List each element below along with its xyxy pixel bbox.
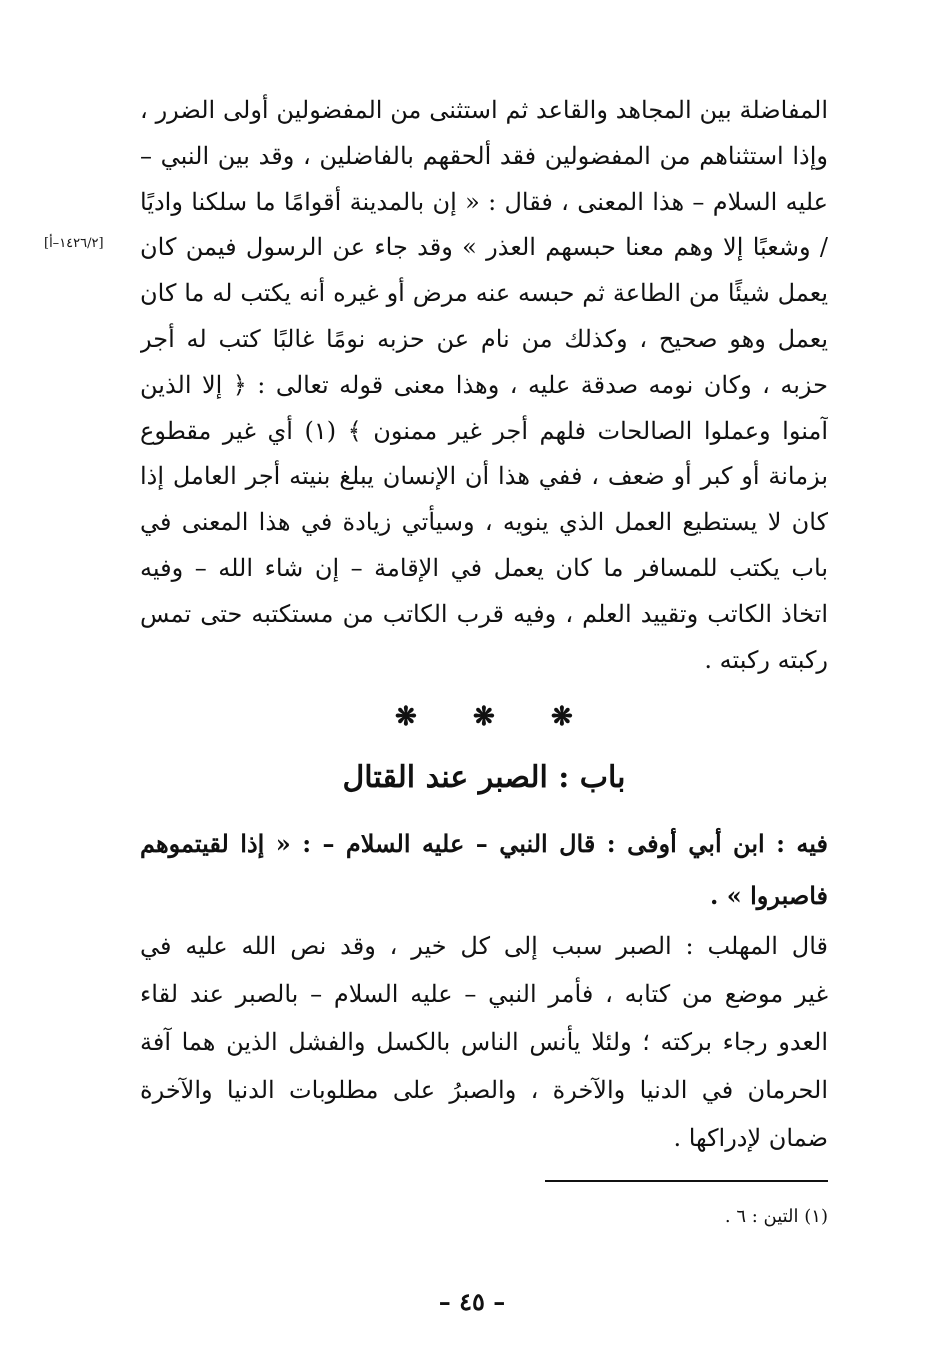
text-line: كان لا يستطيع العمل الذي ينويه ، وسيأتي زيادة في هذا المعنى في xyxy=(140,508,828,537)
footnote-divider xyxy=(545,1180,828,1182)
commentary-paragraph-1 xyxy=(140,88,828,683)
text-line: قال المهلب : الصبر سبب إلى كل خير ، وقد نص الله عليه في xyxy=(140,932,828,960)
asterism-icon: ❋ xyxy=(395,702,417,732)
text-line: / وشعبًا إلا وهم معنا حبسهم العذر » وقد جاء عن الرسول فيمن كان xyxy=(140,233,828,262)
text-line: فاصبروا » . xyxy=(710,881,828,910)
text-line: الحرمان في الدنيا والآخرة ، والصبرُ على مطلوبات الدنيا والآخرة xyxy=(140,1076,828,1104)
text-line: حزبه ، وكان نومه صدقة عليه ، وهذا معنى قوله تعالى : ﴿ إلا الذين xyxy=(140,370,828,399)
text-line: فيه : ابن أبي أوفى : قال النبي – عليه السلام – : « إذا لقيتموهم xyxy=(140,829,828,858)
text-line: عليه السلام – هذا المعنى ، فقال : « إن بالمدينة أقوامًا ما سلكنا واديًا xyxy=(140,187,828,216)
text-line: اتخاذ الكاتب وتقييد العلم ، وفيه قرب الكاتب من مستكتبه حتى تمس xyxy=(140,599,828,628)
page-number: – ٤٥ – xyxy=(438,1287,506,1316)
asterism-icon: ❋ xyxy=(473,702,495,732)
commentary-paragraph-2 xyxy=(140,922,828,1162)
text-line: وإذا استثناهم من المفضولين فقد ألحقهم بالفاضلين ، وقد بين النبي – xyxy=(140,141,828,170)
footnote: (١) التين : ٦ . xyxy=(724,1206,828,1227)
text-line: بزمانة أو كبر أو ضعف ، ففي هذا أن الإنسان يبلغ بنيته أجر العامل إذا xyxy=(140,462,828,491)
section-separator xyxy=(0,700,945,734)
text-line: العدو رجاء بركته ؛ ولئلا يأنس الناس بالكسل والفشل الذين هما آفة xyxy=(140,1028,828,1056)
text-line: يعمل شيئًا من الطاعة ثم حبسه عنه مرض أو غيره أنه يكتب له ما كان xyxy=(140,279,828,308)
text-line: المفاضلة بين المجاهد والقاعد ثم استثنى من المفضولين أولى الضرر ، xyxy=(140,96,828,124)
text-line: ضمان لإدراكها . xyxy=(673,1124,828,1152)
manuscript-folio-reference: [١٤٢٦/٢–أ] xyxy=(44,236,104,251)
text-line: باب يكتب للمسافر ما كان يعمل في الإقامة – إن شاء الله – وفيه xyxy=(140,553,828,582)
text-line: يعمل وهو صحيح ، وكذلك من نام عن حزبه نومًا غالبًا كتب له أجر xyxy=(140,324,828,353)
chapter-heading: باب : الصبر عند القتال xyxy=(342,760,626,795)
hadith-text xyxy=(140,818,828,922)
text-line: آمنوا وعملوا الصالحات فلهم أجر غير ممنون ﴾ (١) أي غير مقطوع xyxy=(140,416,828,445)
text-line: ركبته ركبته . xyxy=(704,645,828,674)
asterism-icon: ❋ xyxy=(551,702,573,732)
text-line: غير موضع من كتابه ، فأمر النبي – عليه السلام – بالصبر عند لقاء xyxy=(140,980,828,1008)
